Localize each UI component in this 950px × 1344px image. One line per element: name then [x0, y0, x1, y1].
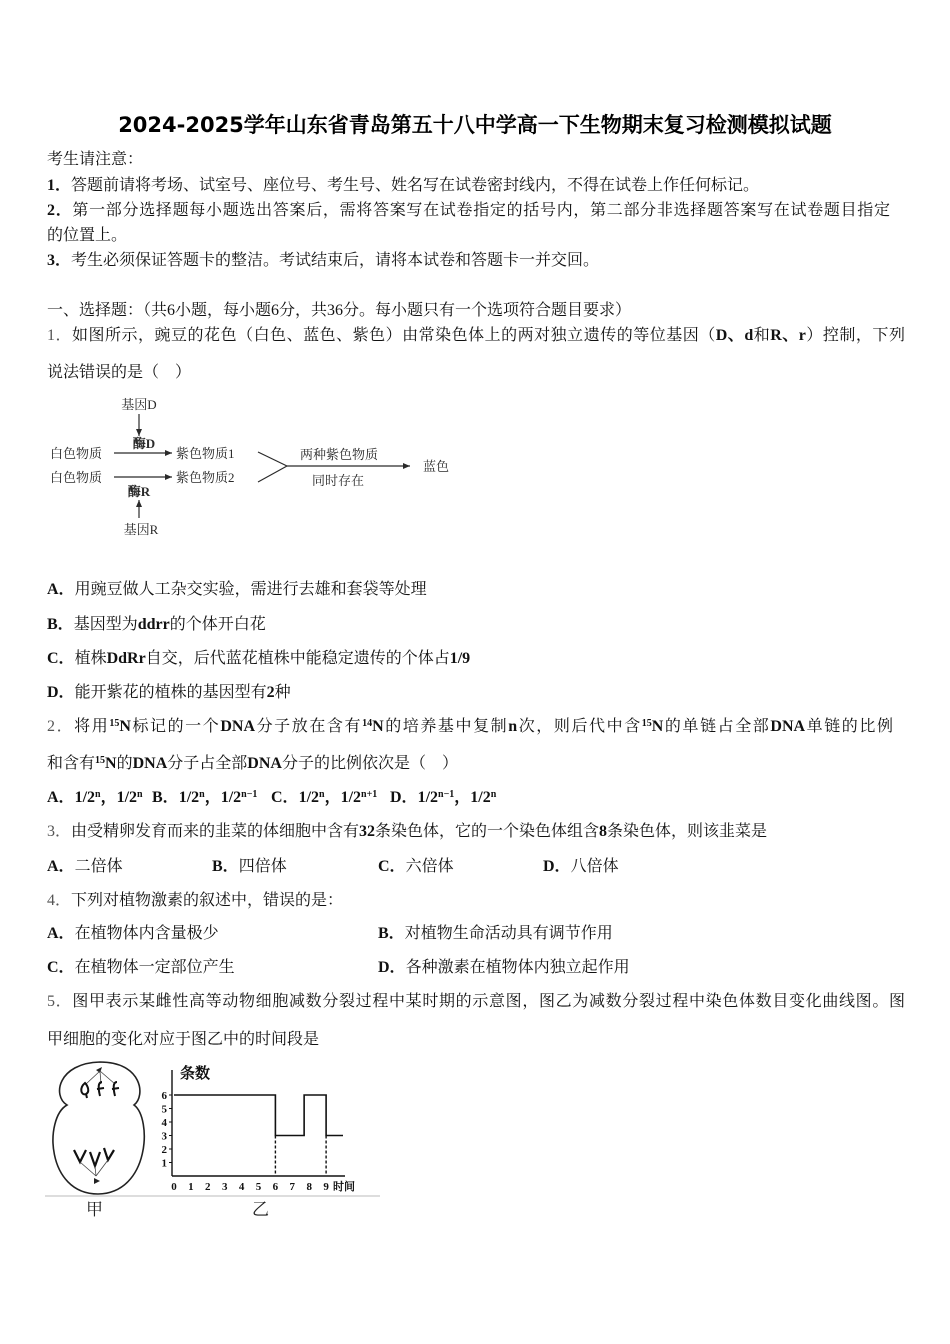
superscript: n+1 [361, 789, 378, 800]
bold-text: ，1/2 [100, 789, 138, 806]
text-run: 的 [116, 755, 133, 772]
q5-stem-line-2 [47, 1029, 319, 1051]
bold-text: C． [47, 959, 75, 976]
notice-heading: 考生请注意： [47, 151, 144, 168]
notice-item-1 [47, 175, 759, 197]
text-run: 分子占全部 [167, 755, 248, 772]
bold-text: DNA [132, 755, 168, 772]
q2-options-row [0, 787, 950, 809]
text-run: 单链的比例 [805, 718, 893, 735]
text-run: 在植物体一定部位产生 [74, 959, 235, 976]
bold-text: A． [47, 925, 75, 942]
bold-text: ddrr [137, 616, 170, 633]
q2-option-d [390, 787, 496, 809]
q5-stem-line-1 [47, 991, 905, 1013]
bold-text: 1/2 [417, 789, 439, 806]
text-run: 植株 [74, 650, 107, 667]
text-run: 图甲表示某雌性高等动物细胞减数分裂过程中某时期的示意图，图乙为减数分裂过程中染色体数目变化曲线图。图 [72, 993, 905, 1010]
text-run: 对植物生命活动具有调节作用 [404, 925, 613, 942]
text-run: 在植物体内含量极少 [74, 925, 219, 942]
superscript: n−1 [241, 789, 258, 800]
notice-item-3 [47, 250, 599, 272]
text-run: 的位置上。 [47, 227, 128, 244]
q4-options-row-1 [0, 923, 950, 945]
chromosome-top-1 [81, 1083, 88, 1098]
text-run: ）控制，下列 [805, 327, 905, 344]
bold-text: D、d [715, 327, 754, 344]
bold-text: 1． [47, 177, 72, 194]
x-tick-label: 9 [323, 1181, 329, 1193]
bold-text: A． [47, 581, 75, 598]
bold-text: A． [47, 789, 75, 806]
q1-option-a [47, 579, 427, 601]
bold-text: N [372, 718, 384, 735]
text-run: 六倍体 [405, 858, 454, 875]
x-tick-label: 4 [238, 1181, 245, 1193]
q1-option-d [47, 682, 291, 704]
text-run: 分子放在含有 [255, 718, 363, 735]
bold-text: 1/2 [74, 789, 96, 806]
text-run: 答题前请将考场、试室号、座位号、考生号、姓名写在试卷密封线内，不得在试卷上作任何标记。 [71, 177, 760, 194]
bold-text: 32 [359, 823, 376, 840]
q4-stem [47, 890, 343, 912]
q3-option-d [543, 856, 619, 878]
q5-figure [40, 1058, 390, 1203]
q1-stem-line-2 [47, 362, 191, 384]
text-run: 八倍体 [570, 858, 619, 875]
bold-text: N [119, 718, 131, 735]
bold-text: B． [47, 616, 74, 633]
superscript: n [95, 789, 101, 800]
bold-text: N [651, 718, 664, 735]
bold-text: 1/2 [298, 789, 320, 806]
bold-text: D． [390, 789, 418, 806]
x-tick-label: 7 [289, 1181, 296, 1193]
text-run: 四倍体 [238, 858, 287, 875]
q2-option-b [152, 787, 257, 809]
converge-line-top [258, 452, 287, 466]
bold-text: C． [271, 789, 299, 806]
white-substance-2-label: 白色物质 [50, 470, 103, 485]
x-tick-label: 3 [221, 1181, 228, 1193]
chromosomes-bottom [74, 1148, 114, 1166]
q4-option-d [378, 957, 630, 979]
question-number: 5． [47, 993, 73, 1010]
y-tick-label: 5 [161, 1103, 167, 1116]
q2-stem-line-1 [47, 716, 893, 738]
q1-option-c [47, 648, 470, 670]
x-tick-label: 6 [272, 1181, 279, 1193]
text-run: 的个体开白花 [169, 616, 266, 633]
superscript: n [199, 789, 205, 800]
text-run: 如图所示，豌豆的花色（白色、蓝色、紫色）由常染色体上的两对独立遗传的等位基因（ [72, 327, 716, 344]
x-axis-label: 时间 [333, 1181, 355, 1193]
bold-text: N [105, 755, 117, 772]
bold-text: ，1/2 [324, 789, 362, 806]
x-tick-label: 5 [255, 1181, 262, 1193]
white-substance-1-label: 白色物质 [50, 446, 103, 461]
superscript: 14 [362, 718, 373, 729]
text-run: 标记的一个 [130, 718, 221, 735]
q3-options-row [0, 856, 950, 878]
page-title: 2024-2025学年山东省青岛第五十八中学高一下生物期末复习检测模拟试题 [118, 113, 832, 137]
q4-options-row-2 [0, 957, 950, 979]
figure-a-label: 甲 [86, 1200, 103, 1220]
bold-text: 3． [47, 252, 72, 269]
spindle-pole-bottom [94, 1178, 100, 1184]
text-run: 二倍体 [74, 858, 123, 875]
superscript: n [137, 789, 143, 800]
q1-pathway-diagram [45, 390, 465, 545]
text-run: 次，则后代中含 [517, 718, 642, 735]
x-tick-label: 2 [205, 1181, 211, 1193]
bold-text: DdRr [106, 650, 146, 667]
text-run: 下列对植物激素的叙述中，错误的是： [71, 892, 344, 909]
both-purple-label: 两种紫色物质 [299, 447, 379, 462]
question-number: 3． [47, 823, 72, 840]
bold-text: DNA [220, 718, 256, 735]
bold-text: 2 [266, 684, 275, 701]
text-run: 和含有 [47, 755, 96, 772]
bold-text: 2． [47, 202, 73, 219]
q3-option-a [47, 856, 123, 878]
q3-option-c [378, 856, 454, 878]
text-run: 分子的比例依次是（ ） [281, 755, 458, 772]
bold-text: D． [378, 959, 406, 976]
section-heading: 一、选择题：（共6小题，每小题6分，共36分。每小题只有一个选项符合题目要求） [47, 302, 632, 319]
y-axis-label: 条数 [180, 1066, 211, 1082]
chromosome-count-line [174, 1095, 343, 1136]
cell-diagram [53, 1062, 144, 1194]
text-run: 各种激素在植物体内独立起作用 [405, 959, 630, 976]
text-run: 种 [274, 684, 291, 701]
purple-substance-1-label: 紫色物质1 [176, 446, 235, 461]
text-run: 条染色体，则该韭菜是 [607, 823, 768, 840]
chromosome-top-3 [112, 1082, 119, 1096]
bold-text: C． [47, 650, 75, 667]
gene-r-label: 基因R [123, 522, 159, 537]
text-run: 甲细胞的变化对应于图乙中的时间段是 [47, 1031, 320, 1048]
text-run: 说法错误的是（ ） [47, 364, 192, 381]
text-run: 基因型为 [73, 616, 138, 633]
cell-membrane [53, 1062, 144, 1194]
bold-text: 1/9 [449, 650, 471, 667]
bold-text: A． [47, 858, 75, 875]
q1-stem-line-1 [47, 325, 905, 347]
text-run: 和 [753, 327, 771, 344]
text-run: 能开紫花的植株的基因型有 [74, 684, 267, 701]
purple-substance-2-label: 紫色物质2 [176, 470, 235, 485]
superscript: 15 [109, 718, 120, 729]
bold-text: DNA [770, 718, 806, 735]
x-tick-label: 1 [188, 1181, 194, 1193]
superscript: n [319, 789, 325, 800]
y-tick-label: 6 [161, 1090, 167, 1102]
q2-stem-line-2 [47, 753, 458, 775]
chromosome-top-2 [97, 1082, 104, 1096]
x-tick-label: 0 [171, 1181, 177, 1193]
coexist-label: 同时存在 [311, 473, 365, 488]
question-number: 2． [47, 718, 75, 735]
chromosome-count-graph [162, 1064, 356, 1193]
superscript: n [490, 789, 497, 800]
bold-text: D． [543, 858, 571, 875]
bold-text: D． [47, 684, 75, 701]
y-tick-label: 3 [161, 1130, 167, 1143]
bold-text: ，1/2 [204, 789, 242, 806]
y-tick-label: 2 [161, 1144, 167, 1156]
question-number: 4． [47, 892, 72, 909]
text-run: 的单链占全部 [663, 718, 771, 735]
bold-text: B． [378, 925, 405, 942]
bold-text: B． [152, 789, 179, 806]
q3-stem [47, 821, 767, 843]
y-tick-label: 4 [161, 1117, 167, 1129]
text-run: 第一部分选择题每小题选出答案后，需将答案写在试卷指定的括号内，第二部分非选择题答案写在试卷题目指定 [72, 202, 890, 219]
x-tick-label: 8 [306, 1181, 312, 1193]
enzyme-d-label: 酶D [132, 436, 156, 451]
notice-item-2-line-2 [47, 225, 127, 247]
superscript: 15 [95, 755, 106, 766]
q4-option-c [47, 957, 235, 979]
text-run: 由受精卵发育而来的韭菜的体细胞中含有 [71, 823, 360, 840]
gene-d-label: 基因D [121, 397, 157, 412]
q3-option-b [212, 856, 287, 878]
q4-option-b [378, 923, 613, 945]
bold-text: 1/2 [178, 789, 200, 806]
text-run: 用豌豆做人工杂交实验，需进行去雄和套袋等处理 [74, 581, 427, 598]
y-tick-label: 1 [161, 1157, 167, 1170]
text-run: 考生必须保证答题卡的整洁。考试结束后，请将本试卷和答题卡一并交回。 [71, 252, 600, 269]
bold-text: n [508, 718, 518, 735]
figure-b-label: 乙 [252, 1200, 269, 1220]
q1-option-b [47, 614, 266, 636]
blue-label: 蓝色 [422, 459, 450, 474]
q4-option-a [47, 923, 219, 945]
superscript: 15 [641, 718, 652, 729]
bold-text: ，1/2 [454, 789, 491, 806]
notice-item-2-line-1 [47, 200, 890, 222]
bold-text: B． [212, 858, 239, 875]
enzyme-r-label: 酶R [127, 484, 151, 499]
bold-text: 8 [599, 823, 608, 840]
text-run: 条染色体，它的一个染色体组含 [375, 823, 600, 840]
question-number: 1． [47, 327, 73, 344]
bold-text: DNA [247, 755, 282, 772]
superscript: n−1 [438, 789, 455, 800]
converge-line-bottom [258, 466, 287, 482]
bold-text: C． [378, 858, 406, 875]
text-run: 的培养基中复制 [383, 718, 509, 735]
q2-option-a [47, 787, 143, 809]
text-run: 自交，后代蓝花植株中能稳定遗传的个体占 [145, 650, 450, 667]
bold-text: R、r [770, 327, 806, 344]
text-run: 将用 [74, 718, 110, 735]
q2-option-c [271, 787, 377, 809]
